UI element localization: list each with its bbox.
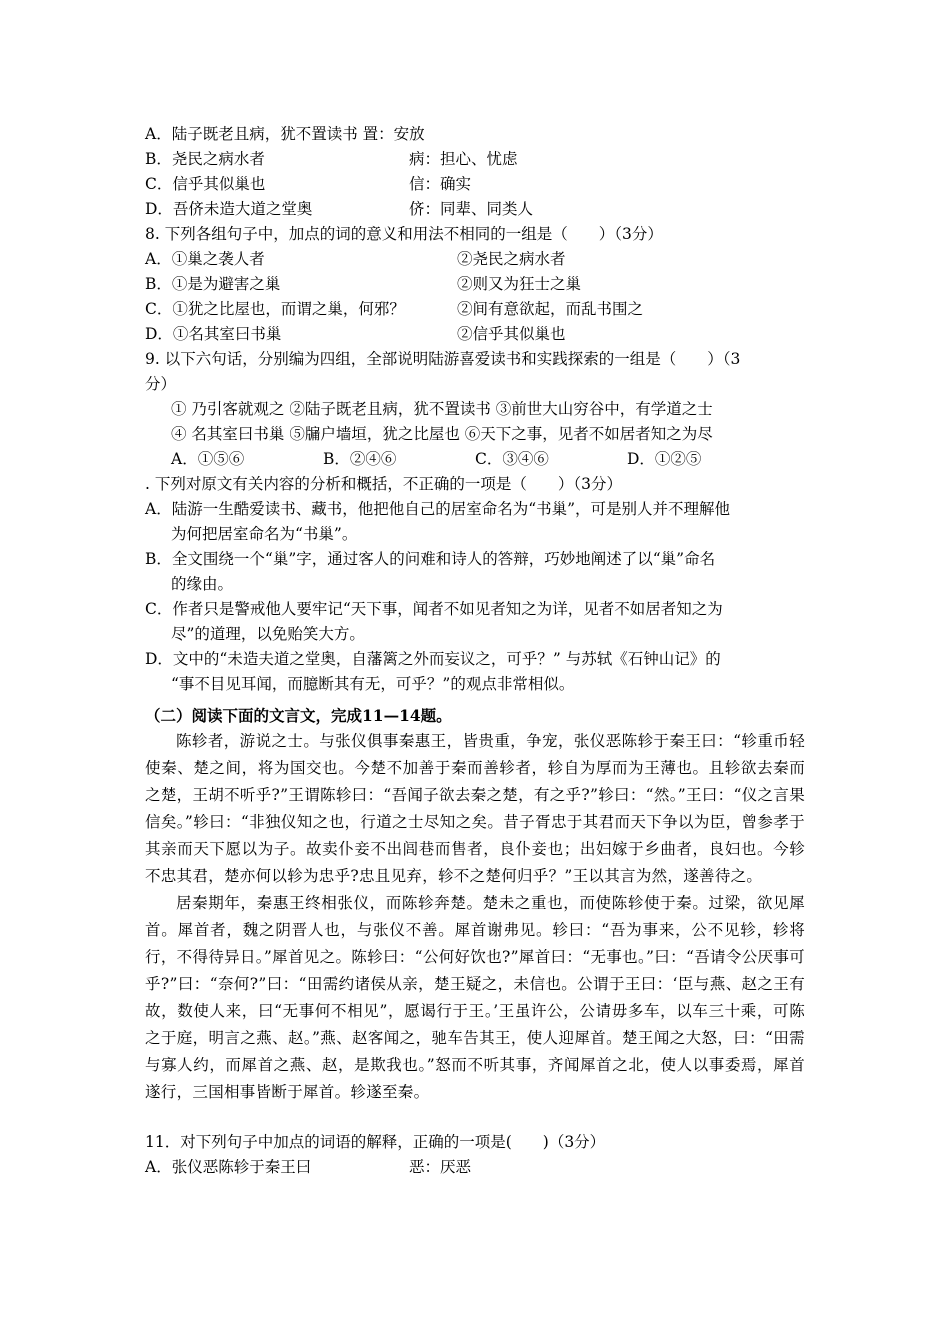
q7-option-a: A．陆子既老且病，犹不置读书 置：安放 (145, 125, 425, 143)
q10-option-c-line2: 尽”的道理，以免贻笑大方。 (171, 625, 365, 643)
q9-choice-b: B．②④⑥ (323, 450, 397, 468)
q10-option-a-line2: 为何把居室命名为“书巢”。 (171, 525, 358, 543)
passage-paragraph-2: 居秦期年，秦惠王终相张仪，而陈轸奔楚。楚未之重也，而使陈轸使于秦。过梁，欲见犀首。犀首者，魏之阴晋人也，与张仪不善。犀首谢弗见。轸曰：“吾为事来，公不见轸，轸将行，不得待异日。”犀首见之。陈轸曰：“公何好饮也?”犀首曰：“无事也。”曰：“吾请令公厌事可乎?”曰：“奈何?”曰：“田需约诸侯从亲，楚王疑之，未信也。公谓于王曰：‘臣与燕、赵之王有故，数使人来，曰“无事何不相见”，愿谒行于王。’王虽许公，公请毋多车，以车三十乘，可陈之于庭，明言之燕、赵。”燕、赵客闻之，驰车告其王，使人迎犀首。楚王闻之大怒，曰：“田需与寡人约，而犀首之燕、赵，是欺我也。”怒而不听其事，齐闻犀首之北，使人以事委焉，犀首遂行，三国相事皆断于犀首。轸遂至秦。 (145, 894, 805, 1101)
q7-option-d: D．吾侪未造大道之堂奥 侪：同辈、同类人 (145, 200, 534, 218)
q7-option-c: C．信乎其似巢也 信：确实 (145, 175, 472, 193)
q10-option-d-line2: “事不目见耳闻，而臆断其有无，可乎？”的观点非常相似。 (171, 675, 575, 693)
q9-choices (145, 447, 805, 472)
classical-passage (145, 728, 805, 1106)
q8-option-b: B．①是为避害之巢 ②则又为狂士之巢 (145, 275, 582, 293)
q10-option-c-line1: C．作者只是警戒他人要牢记“天下事，闻者不如见者知之为详，见者不如居者知之为 (145, 600, 723, 618)
q7-option-b: B．尧民之病水者 病：担心、忧虑 (145, 150, 518, 168)
q11-stem: 11．对下列句子中加点的词语的解释，正确的一项是( )（3分） (145, 1133, 606, 1151)
q8-stem: 8. 下列各组句子中，加点的词的意义和用法不相同的一组是（ ）（3分） (145, 225, 663, 243)
q9-choice-a: A．①⑤⑥ (171, 450, 245, 468)
q10-option-d-line1: D．文中的“未造夫道之堂奥，自藩篱之外而妄议之，可乎？” 与苏轼《石钟山记》的 (145, 650, 721, 668)
q10-stem: . 下列对原文有关内容的分析和概括，不正确的一项是（ ）（3分） (145, 475, 622, 493)
q9-choice-d: D．①②⑤ (627, 450, 702, 468)
q10-option-b-line2: 的缘由。 (171, 575, 234, 593)
q10-option-b-line1: B．全文围绕一个“巢”字，通过客人的问难和诗人的答辩，巧妙地阐述了以“巢”命名 (145, 550, 716, 568)
q11-option-a: A．张仪恶陈轸于秦王曰 恶：厌恶 (145, 1158, 472, 1176)
q8-option-c: C．①犹之比屋也，而谓之巢，何邪？ ②间有意欲起，而乱书围之 (145, 300, 644, 318)
exam-page (145, 122, 805, 1180)
q8-option-d: D．①名其室曰书巢 ②信乎其似巢也 (145, 325, 566, 343)
q9-choice-c: C．③④⑥ (475, 450, 549, 468)
q10-option-a-line1: A．陆游一生酷爱读书、藏书，他把他自己的居室命名为“书巢”，可是别人并不理解他 (145, 500, 731, 518)
q8-option-a: A．①巢之袭人者 ②尧民之病水者 (145, 250, 566, 268)
q9-stem-line1: 9. 以下六句话，分别编为四组，全部说明陆游喜爱读书和实践探索的一组是（ ）（3 (145, 350, 741, 368)
section2-heading: （二）阅读下面的文言文，完成11—14题。 (145, 706, 452, 725)
passage-paragraph-1: 陈轸者，游说之士。与张仪俱事秦惠王，皆贵重，争宠，张仪恶陈轸于秦王曰：“轸重币轻使秦、楚之间，将为国交也。今楚不加善于秦而善轸者，轸自为厚而为王薄也。且轸欲去秦而之楚，王胡不听乎?”王谓陈轸曰：“吾闻子欲去秦之楚，有之乎?”轸曰：“然。”王曰：“仪之言果信矣。”轸曰：“非独仪知之也，行道之士尽知之矣。昔子胥忠于其君而天下争以为臣，曾参孝于其亲而天下愿以为子。故卖仆妾不出闾巷而售者，良仆妾也；出妇嫁于乡曲者，良妇也。今轸不忠其君，楚亦何以轸为忠乎?忠且见弃，轸不之楚何归乎？”王以其言为然，遂善待之。 (145, 732, 805, 885)
q9-items-line2: ④ 名其室曰书巢 ⑤牖户墙垣，犹之比屋也 ⑥天下之事，见者不如居者知之为尽 (171, 425, 713, 443)
q9-items-line1: ① 乃引客就观之 ②陆子既老且病，犹不置读书 ③前世大山穷谷中，有学道之士 (171, 400, 713, 418)
q9-stem-line2: 分） (145, 375, 177, 393)
